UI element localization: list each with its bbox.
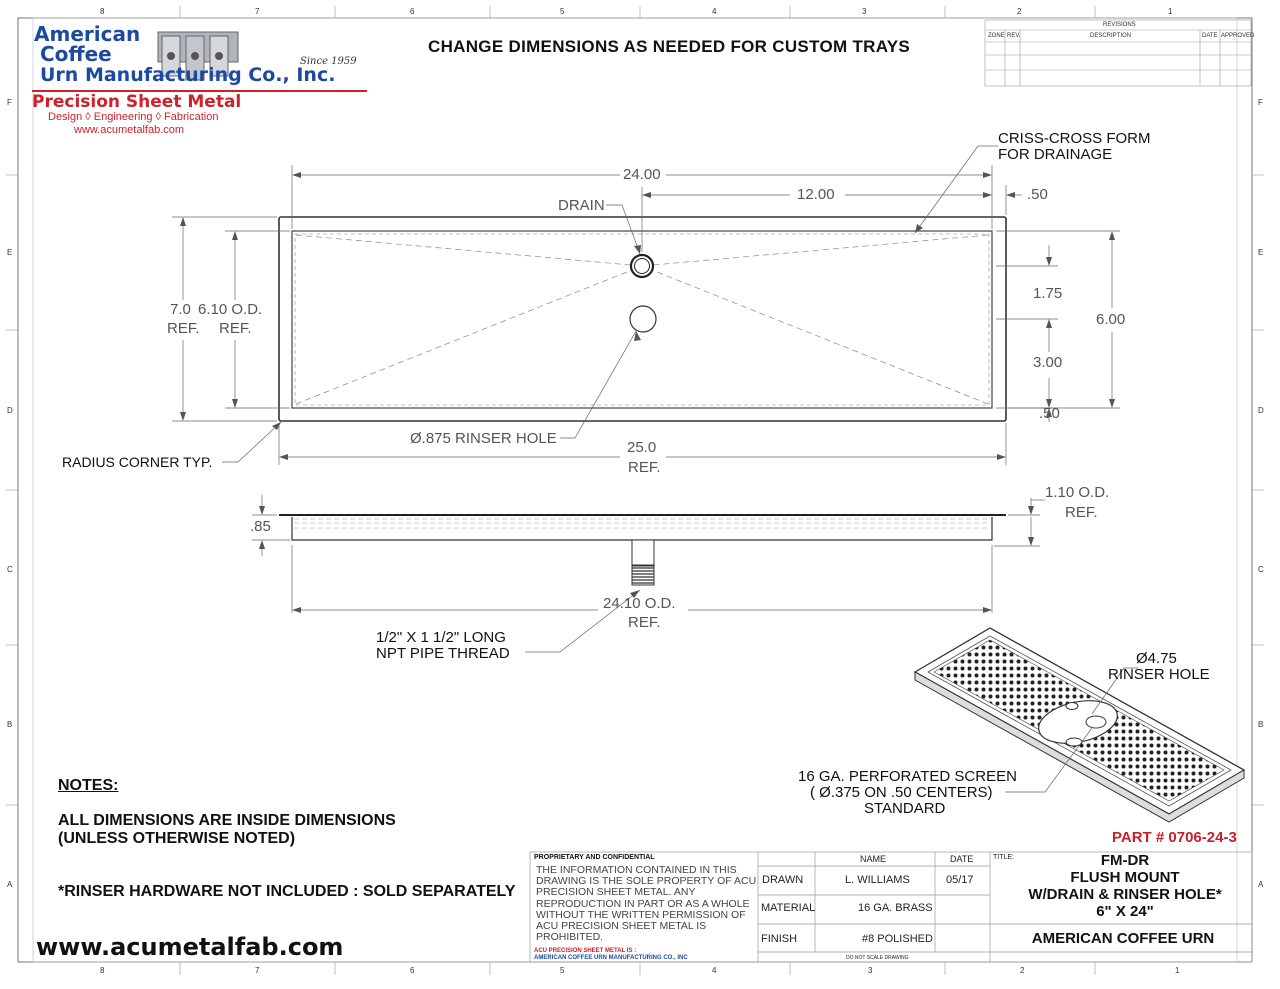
header-note: CHANGE DIMENSIONS AS NEEDED FOR CUSTOM TRAYS [428,37,911,56]
part-number: PART # 0706-24-3 [1112,829,1237,846]
do-not-scale: DO NOT SCALE DRAWING [846,955,909,961]
notes-line-3: *RINSER HARDWARE NOT INCLUDED : SOLD SEPARATELY [58,883,516,900]
zone-col-8-top: 8 [100,7,105,16]
dim-1-10-ref: REF. [1065,504,1098,521]
notes-line-2: (UNLESS OTHERWISE NOTED) [58,830,296,847]
zone-col-3-bottom: 3 [868,966,873,975]
dim-3-00: 3.00 [1033,354,1063,371]
notes-heading: NOTES: [58,777,119,794]
thread-label-2: NPT PIPE THREAD [376,645,510,662]
zone-col-5-bottom: 5 [560,966,565,975]
title-line-1: FM-DR [1100,852,1150,869]
zone-col-6-bottom: 6 [410,966,415,975]
rev-col-zone: ZONE [988,33,1005,39]
proprietary-text-2: ACU PRECISION SHEET METAL IS : [534,948,637,954]
finish-value: #8 POLISHED [862,933,933,945]
zone-col-3-top: 3 [862,7,867,16]
dim-0-85: .85 [250,518,271,535]
company-name: AMERICAN COFFEE URN [1031,930,1215,947]
drawn-name: L. WILLIAMS [845,874,910,886]
dim-1-10: 1.10 O.D. [1045,484,1110,501]
finish-label: FINISH [761,933,798,945]
top-view [172,146,1120,465]
screen-label-2: ( Ø.375 ON .50 CENTERS) [810,784,993,801]
zone-row-C-left: C [7,565,13,574]
rinser-hole [630,306,656,332]
company-logo [32,20,367,138]
dim-25-0-ref: REF. [628,459,661,476]
zone-row-F-left: F [7,98,12,107]
iso-rinser-label: RINSER HOLE [1108,666,1210,683]
material-value: 16 GA. BRASS [858,902,933,914]
zone-row-E-right: E [1258,248,1264,257]
drain-label: DRAIN [558,197,605,214]
title-line-3: W/DRAIN & RINSER HOLE* [1028,886,1222,903]
notes-line-1: ALL DIMENSIONS ARE INSIDE DIMENSIONS [58,812,396,829]
pipe-thread [632,568,654,583]
zone-row-B-right: B [1258,720,1264,729]
dim-1-75: 1.75 [1033,285,1063,302]
zone-col-5-top: 5 [560,7,565,16]
ref-6-10: 6.10 O.D. [198,301,263,318]
title-line-2: FLUSH MOUNT [1070,869,1180,886]
zone-row-D-right: D [1258,406,1264,415]
dim-050-bottom: .50 [1039,405,1060,422]
thread-label-1: 1/2" X 1 1/2" LONG [376,629,506,646]
zone-row-A-right: A [1258,880,1264,889]
rev-col-date: DATE [1202,33,1218,39]
zone-row-E-left: E [7,248,13,257]
dim-24: 24.00 [623,166,661,183]
revision-table [985,20,1251,86]
screen-label-3: STANDARD [864,800,946,817]
ref-word-1: REF. [167,320,200,337]
zone-row-C-right: C [1258,565,1264,574]
title-line-4: 6" X 24" [1096,903,1154,920]
zone-col-4-top: 4 [712,7,717,16]
ref-7-0: 7.0 [170,301,191,318]
zone-col-2-top: 2 [1017,7,1022,16]
zone-col-6-top: 6 [410,7,415,16]
logo-line-2: Coffee [40,42,112,66]
material-label: MATERIAL [761,902,816,914]
logo-url[interactable]: www.acumetalfab.com [74,124,185,136]
zone-col-4-bottom: 4 [712,966,717,975]
dim-25-0: 25.0 [627,439,657,456]
dim-6-00: 6.00 [1096,311,1126,328]
screen-label-1: 16 GA. PERFORATED SCREEN [798,768,1017,785]
dim-24-10-ref: REF. [628,614,661,631]
title-header: TITLE: [993,854,1015,861]
criss-cross-label-2: FOR DRAINAGE [998,146,1113,163]
zone-col-7-top: 7 [255,7,260,16]
zone-col-1-top: 1 [1168,7,1173,16]
proprietary-heading: PROPRIETARY AND CONFIDENTIAL [534,854,655,861]
zone-row-F-right: F [1258,98,1263,107]
logo-line-1: American [34,22,141,46]
zone-row-D-left: D [7,406,13,415]
dim-12: 12.00 [797,186,835,203]
name-header: NAME [860,854,887,864]
drawn-date: 05/17 [946,874,974,886]
side-body [292,517,992,540]
rev-col-approved: APPROVED [1221,33,1255,39]
iso-rinser-dia: Ø4.75 [1136,650,1177,667]
revisions-title: REVISIONS [1103,22,1136,28]
zone-col-7-bottom: 7 [255,966,260,975]
rev-col-description: DESCRIPTION [1090,33,1132,39]
proprietary-text: THE INFORMATION CONTAINED IN THIS DRAWING IS THE SOLE PROPERTY OF ACU PRECISION SHEET METAL. ANY REPRODUCTION IN PART OR AS A WHOLE WITHOUT THE WRITTEN PERMISSION OF ACU PRECISION SHEET METAL IS PROHIBITED. [536,864,757,944]
radius-corner-label: RADIUS CORNER TYP. [62,454,213,470]
zone-row-A-left: A [7,880,13,889]
website-link[interactable]: www.acumetalfab.com [36,933,344,961]
pipe-nipple [632,540,654,565]
zone-row-B-left: B [7,720,13,729]
zone-col-2-bottom: 2 [1020,966,1025,975]
dim-24-10: 24.10 O.D. [603,595,676,612]
logo-since: Since 1959 [300,56,357,67]
dim-050-top: .50 [1027,186,1048,203]
zone-col-8-bottom: 8 [100,966,105,975]
zone-col-1-bottom: 1 [1175,966,1180,975]
drawn-label: DRAWN [762,874,804,886]
rinser-hole-label: Ø.875 RINSER HOLE [410,430,557,447]
logo-services: Design ◊ Engineering ◊ Fabrication [48,111,219,123]
proprietary-text-3: AMERICAN COFFEE URN MANUFACTURING CO., INC [534,955,688,961]
logo-line-3: Urn Manufacturing Co., Inc. [40,64,336,86]
rev-col-rev: REV. [1007,33,1021,39]
ref-word-2: REF. [219,320,252,337]
logo-tagline: Precision Sheet Metal [32,92,242,112]
criss-cross-label-1: CRISS-CROSS FORM [998,130,1151,147]
date-header: DATE [950,854,974,864]
